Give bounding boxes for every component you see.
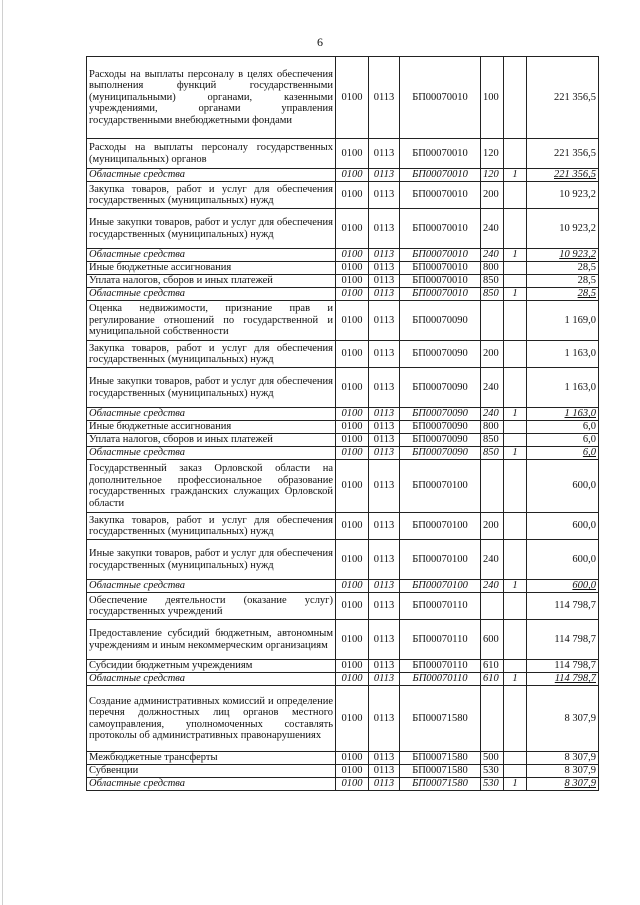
expense-type-code: 850: [481, 288, 504, 301]
section-code: 0100: [336, 620, 369, 660]
expense-type-code: 600: [481, 620, 504, 660]
row-description: Государственный заказ Орловской области на дополнительное профессиональное образование государственных гражданских служащих Орловской области: [87, 460, 336, 513]
expense-type-code: 240: [481, 540, 504, 580]
amount: 8 307,9: [527, 778, 599, 791]
row-description: Иные закупки товаров, работ и услуг для обеспечения государственных (муниципальных) нужд: [87, 540, 336, 580]
subsection-code: 0113: [369, 460, 400, 513]
expense-type-code: 800: [481, 421, 504, 434]
section-code: 0100: [336, 421, 369, 434]
subsection-code: 0113: [369, 593, 400, 620]
amount: 600,0: [527, 540, 599, 580]
table-row: [87, 182, 599, 209]
row-description: Уплата налогов, сборов и иных платежей: [87, 434, 336, 447]
table-row: [87, 686, 599, 752]
target-article-code: БП00070010: [400, 249, 481, 262]
table-row: [87, 620, 599, 660]
amount: 10 923,2: [527, 209, 599, 249]
table-row: [87, 139, 599, 169]
amount: 1 163,0: [527, 408, 599, 421]
section-code: 0100: [336, 460, 369, 513]
funding-source-code: [504, 765, 527, 778]
funding-source-code: [504, 341, 527, 368]
target-article-code: БП00070090: [400, 368, 481, 408]
target-article-code: БП00070110: [400, 660, 481, 673]
table-row: [87, 778, 599, 791]
section-code: 0100: [336, 673, 369, 686]
table-row: [87, 660, 599, 673]
row-description: Оценка недвижимости, признание прав и регулирование отношений по государственной и муниципальной собственности: [87, 301, 336, 341]
amount: 8 307,9: [527, 686, 599, 752]
funding-source-code: [504, 434, 527, 447]
amount: 28,5: [527, 262, 599, 275]
funding-source-code: 1: [504, 408, 527, 421]
funding-source-code: [504, 262, 527, 275]
table-row: [87, 580, 599, 593]
subsection-code: 0113: [369, 620, 400, 660]
expense-type-code: 800: [481, 262, 504, 275]
expense-type-code: 240: [481, 249, 504, 262]
section-code: 0100: [336, 249, 369, 262]
subsection-code: 0113: [369, 778, 400, 791]
expense-type-code: 240: [481, 368, 504, 408]
target-article-code: БП00070010: [400, 209, 481, 249]
row-description: Областные средства: [87, 408, 336, 421]
expense-type-code: 120: [481, 139, 504, 169]
row-description: Предоставление субсидий бюджетным, автономным учреждениям и иным некоммерческим организациям: [87, 620, 336, 660]
funding-source-code: [504, 209, 527, 249]
table-row: [87, 262, 599, 275]
amount: 1 163,0: [527, 341, 599, 368]
section-code: 0100: [336, 593, 369, 620]
section-code: 0100: [336, 341, 369, 368]
expense-type-code: [481, 301, 504, 341]
expense-type-code: 120: [481, 169, 504, 182]
row-description: Областные средства: [87, 169, 336, 182]
expense-type-code: 610: [481, 673, 504, 686]
table-row: [87, 513, 599, 540]
row-description: Субвенции: [87, 765, 336, 778]
section-code: 0100: [336, 765, 369, 778]
row-description: Закупка товаров, работ и услуг для обеспечения государственных (муниципальных) нужд: [87, 513, 336, 540]
funding-source-code: 1: [504, 249, 527, 262]
section-code: 0100: [336, 752, 369, 765]
row-description: Иные бюджетные ассигнования: [87, 421, 336, 434]
expense-type-code: 610: [481, 660, 504, 673]
target-article-code: БП00070010: [400, 288, 481, 301]
row-description: Иные закупки товаров, работ и услуг для обеспечения государственных (муниципальных) нужд: [87, 209, 336, 249]
funding-source-code: [504, 421, 527, 434]
expense-type-code: 530: [481, 778, 504, 791]
table-row: [87, 249, 599, 262]
subsection-code: 0113: [369, 421, 400, 434]
section-code: 0100: [336, 209, 369, 249]
funding-source-code: [504, 275, 527, 288]
row-description: Межбюджетные трансферты: [87, 752, 336, 765]
section-code: 0100: [336, 301, 369, 341]
target-article-code: БП00070100: [400, 460, 481, 513]
funding-source-code: [504, 620, 527, 660]
amount: 114 798,7: [527, 620, 599, 660]
row-description: Расходы на выплаты персоналу в целях обеспечения выполнения функций государственными (муниципальными) органами, казенными учреждениями, органами управления государственными внебюджетными фондами: [87, 57, 336, 139]
table-row: [87, 460, 599, 513]
subsection-code: 0113: [369, 368, 400, 408]
section-code: 0100: [336, 778, 369, 791]
target-article-code: БП00070100: [400, 540, 481, 580]
subsection-code: 0113: [369, 434, 400, 447]
row-description: Субсидии бюджетным учреждениям: [87, 660, 336, 673]
subsection-code: 0113: [369, 408, 400, 421]
target-article-code: БП00071580: [400, 765, 481, 778]
subsection-code: 0113: [369, 182, 400, 209]
target-article-code: БП00070010: [400, 57, 481, 139]
funding-source-code: [504, 513, 527, 540]
target-article-code: БП00070090: [400, 421, 481, 434]
row-description: Областные средства: [87, 288, 336, 301]
expense-type-code: 850: [481, 275, 504, 288]
funding-source-code: [504, 301, 527, 341]
page-number: 6: [317, 35, 323, 49]
subsection-code: 0113: [369, 209, 400, 249]
target-article-code: БП00070100: [400, 580, 481, 593]
subsection-code: 0113: [369, 169, 400, 182]
row-description: Обеспечение деятельности (оказание услуг) государственных учреждений: [87, 593, 336, 620]
table-row: [87, 301, 599, 341]
subsection-code: 0113: [369, 288, 400, 301]
amount: 221 356,5: [527, 57, 599, 139]
table-row: [87, 421, 599, 434]
target-article-code: БП00070090: [400, 341, 481, 368]
subsection-code: 0113: [369, 447, 400, 460]
funding-source-code: [504, 368, 527, 408]
amount: 221 356,5: [527, 139, 599, 169]
section-code: 0100: [336, 288, 369, 301]
expense-type-code: 200: [481, 341, 504, 368]
target-article-code: БП00070090: [400, 301, 481, 341]
subsection-code: 0113: [369, 660, 400, 673]
subsection-code: 0113: [369, 249, 400, 262]
amount: 221 356,5: [527, 169, 599, 182]
row-description: Уплата налогов, сборов и иных платежей: [87, 275, 336, 288]
funding-source-code: [504, 686, 527, 752]
expense-type-code: 240: [481, 408, 504, 421]
funding-source-code: 1: [504, 673, 527, 686]
target-article-code: БП00071580: [400, 686, 481, 752]
subsection-code: 0113: [369, 752, 400, 765]
expense-type-code: 240: [481, 209, 504, 249]
target-article-code: БП00070010: [400, 275, 481, 288]
amount: 114 798,7: [527, 673, 599, 686]
funding-source-code: 1: [504, 288, 527, 301]
target-article-code: БП00070110: [400, 620, 481, 660]
subsection-code: 0113: [369, 580, 400, 593]
table-row: [87, 209, 599, 249]
target-article-code: БП00070010: [400, 139, 481, 169]
section-code: 0100: [336, 660, 369, 673]
table-row: [87, 434, 599, 447]
target-article-code: БП00070100: [400, 513, 481, 540]
target-article-code: БП00070110: [400, 593, 481, 620]
amount: 8 307,9: [527, 765, 599, 778]
row-description: Областные средства: [87, 673, 336, 686]
funding-source-code: 1: [504, 169, 527, 182]
expense-type-code: 200: [481, 513, 504, 540]
expense-type-code: [481, 686, 504, 752]
funding-source-code: 1: [504, 447, 527, 460]
section-code: 0100: [336, 139, 369, 169]
target-article-code: БП00070010: [400, 169, 481, 182]
amount: 6,0: [527, 434, 599, 447]
table-row: [87, 341, 599, 368]
row-description: Иные закупки товаров, работ и услуг для обеспечения государственных (муниципальных) нужд: [87, 368, 336, 408]
subsection-code: 0113: [369, 673, 400, 686]
funding-source-code: 1: [504, 580, 527, 593]
amount: 114 798,7: [527, 660, 599, 673]
table-row: [87, 169, 599, 182]
expense-type-code: 500: [481, 752, 504, 765]
funding-source-code: [504, 752, 527, 765]
row-description: Закупка товаров, работ и услуг для обеспечения государственных (муниципальных) нужд: [87, 182, 336, 209]
subsection-code: 0113: [369, 57, 400, 139]
table-row: [87, 368, 599, 408]
section-code: 0100: [336, 262, 369, 275]
section-code: 0100: [336, 580, 369, 593]
table-row: [87, 673, 599, 686]
subsection-code: 0113: [369, 540, 400, 580]
table-row: [87, 408, 599, 421]
target-article-code: БП00070010: [400, 182, 481, 209]
target-article-code: БП00070090: [400, 408, 481, 421]
section-code: 0100: [336, 434, 369, 447]
table-row: [87, 275, 599, 288]
amount: 8 307,9: [527, 752, 599, 765]
amount: 10 923,2: [527, 249, 599, 262]
amount: 114 798,7: [527, 593, 599, 620]
funding-source-code: [504, 139, 527, 169]
page-edge: [2, 0, 3, 905]
expense-type-code: [481, 593, 504, 620]
funding-source-code: [504, 660, 527, 673]
table-row: [87, 447, 599, 460]
budget-table: [86, 56, 599, 791]
funding-source-code: [504, 57, 527, 139]
section-code: 0100: [336, 540, 369, 580]
expense-type-code: 100: [481, 57, 504, 139]
subsection-code: 0113: [369, 765, 400, 778]
amount: 6,0: [527, 447, 599, 460]
table-row: [87, 57, 599, 139]
target-article-code: БП00071580: [400, 778, 481, 791]
target-article-code: БП00070010: [400, 262, 481, 275]
row-description: Областные средства: [87, 778, 336, 791]
row-description: Областные средства: [87, 580, 336, 593]
amount: 6,0: [527, 421, 599, 434]
row-description: Закупка товаров, работ и услуг для обеспечения государственных (муниципальных) нужд: [87, 341, 336, 368]
section-code: 0100: [336, 368, 369, 408]
expense-type-code: 850: [481, 447, 504, 460]
amount: 600,0: [527, 513, 599, 540]
row-description: Областные средства: [87, 447, 336, 460]
section-code: 0100: [336, 275, 369, 288]
target-article-code: БП00070110: [400, 673, 481, 686]
row-description: Иные бюджетные ассигнования: [87, 262, 336, 275]
table-row: [87, 288, 599, 301]
expense-type-code: 200: [481, 182, 504, 209]
table-body: [87, 57, 599, 791]
section-code: 0100: [336, 57, 369, 139]
table-row: [87, 752, 599, 765]
amount: 600,0: [527, 580, 599, 593]
amount: 600,0: [527, 460, 599, 513]
expense-type-code: 240: [481, 580, 504, 593]
amount: 28,5: [527, 275, 599, 288]
amount: 1 163,0: [527, 368, 599, 408]
funding-source-code: [504, 593, 527, 620]
section-code: 0100: [336, 408, 369, 421]
row-description: Областные средства: [87, 249, 336, 262]
section-code: 0100: [336, 169, 369, 182]
table-row: [87, 540, 599, 580]
expense-type-code: 850: [481, 434, 504, 447]
funding-source-code: [504, 182, 527, 209]
expense-type-code: 530: [481, 765, 504, 778]
subsection-code: 0113: [369, 275, 400, 288]
section-code: 0100: [336, 182, 369, 209]
table-row: [87, 593, 599, 620]
section-code: 0100: [336, 686, 369, 752]
subsection-code: 0113: [369, 513, 400, 540]
target-article-code: БП00070090: [400, 447, 481, 460]
target-article-code: БП00071580: [400, 752, 481, 765]
table-row: [87, 765, 599, 778]
amount: 10 923,2: [527, 182, 599, 209]
section-code: 0100: [336, 513, 369, 540]
funding-source-code: [504, 540, 527, 580]
subsection-code: 0113: [369, 301, 400, 341]
subsection-code: 0113: [369, 686, 400, 752]
expense-type-code: [481, 460, 504, 513]
row-description: Создание административных комиссий и определение перечня должностных лиц органов местного самоуправления, уполномоченных составлять протоколы об административных правонарушениях: [87, 686, 336, 752]
subsection-code: 0113: [369, 262, 400, 275]
target-article-code: БП00070090: [400, 434, 481, 447]
funding-source-code: [504, 460, 527, 513]
funding-source-code: 1: [504, 778, 527, 791]
subsection-code: 0113: [369, 139, 400, 169]
amount: 1 169,0: [527, 301, 599, 341]
section-code: 0100: [336, 447, 369, 460]
subsection-code: 0113: [369, 341, 400, 368]
amount: 28,5: [527, 288, 599, 301]
row-description: Расходы на выплаты персоналу государственных (муниципальных) органов: [87, 139, 336, 169]
